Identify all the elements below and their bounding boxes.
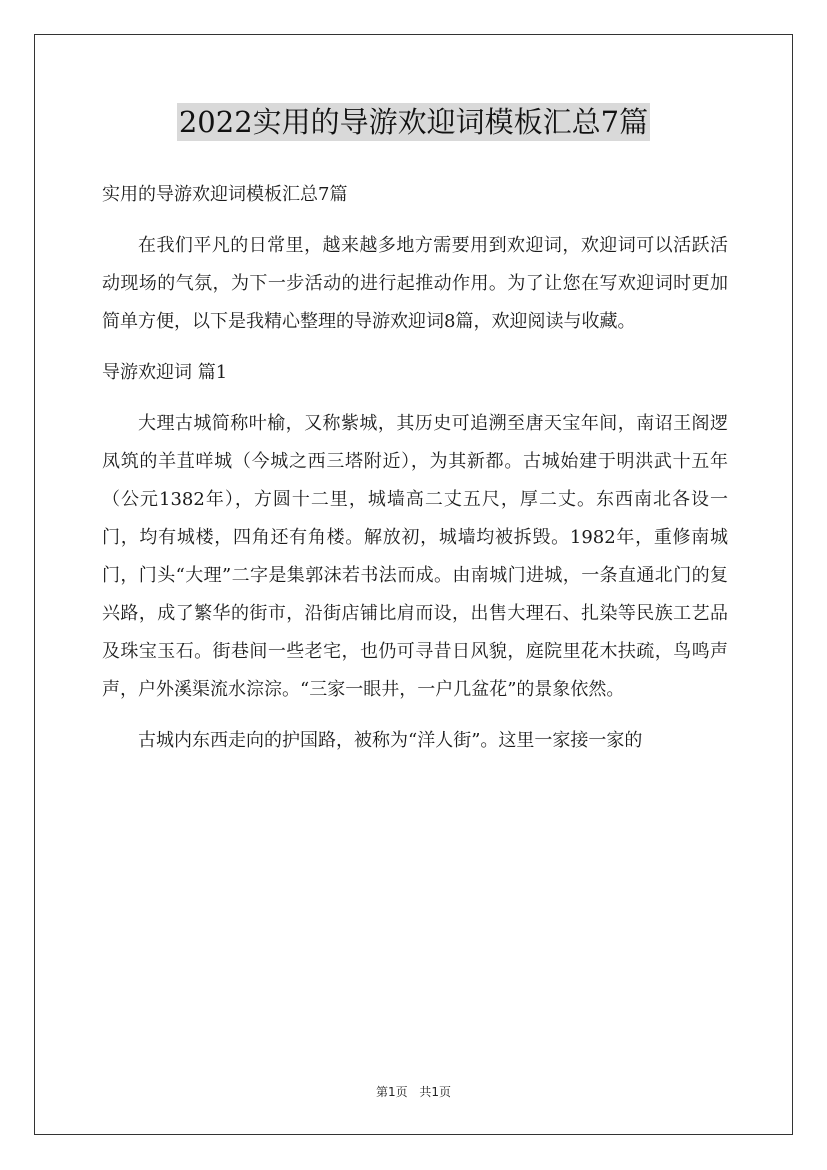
page-number: 第1页	[375, 1085, 408, 1099]
section-paragraph: 大理古城简称叶榆，又称紫城，其历史可追溯至唐天宝年间，南诏王阁逻凤筑的羊苴咩城（今城之西三塔附近），为其新都。古城始建于明洪武十五年（公元1382年），方圆十二里，城墙高二丈五尺，厚二丈。东西南北各设一门，均有城楼，四角还有角楼。解放初，城墙均被拆毁。1982年，重修南城门，门头“大理”二字是集郭沫若书法而成。由南城门进城，一条直通北门的复兴路，成了繁华的街市，沿街店铺比肩而设，出售大理石、扎染等民族工艺品及珠宝玉石。街巷间一些老宅，也仍可寻昔日风貌，庭院里花木扶疏，鸟鸣声声，户外溪渠流水淙淙。“三家一眼井，一户几盆花”的景象依然。	[102, 413, 728, 700]
intro-paragraph: 在我们平凡的日常里，越来越多地方需要用到欢迎词，欢迎词可以活跃活动现场的气氛，为下一步活动的进行起推动作用。为了让您在写欢迎词时更加简单方便，以下是我精心整理的导游欢迎词8篇，欢迎阅读与收藏。	[102, 235, 728, 332]
section-heading: 导游欢迎词 篇1	[102, 362, 228, 383]
title-container	[0, 103, 827, 141]
section-paragraph: 古城内东西走向的护国路，被称为“洋人街”。这里一家接一家的	[138, 730, 643, 751]
page-footer	[0, 1083, 827, 1100]
document-body	[102, 176, 728, 773]
page-total: 共1页	[419, 1085, 452, 1099]
document-title: 2022实用的导游欢迎词模板汇总7篇	[178, 105, 649, 139]
document-subtitle: 实用的导游欢迎词模板汇总7篇	[102, 184, 348, 205]
